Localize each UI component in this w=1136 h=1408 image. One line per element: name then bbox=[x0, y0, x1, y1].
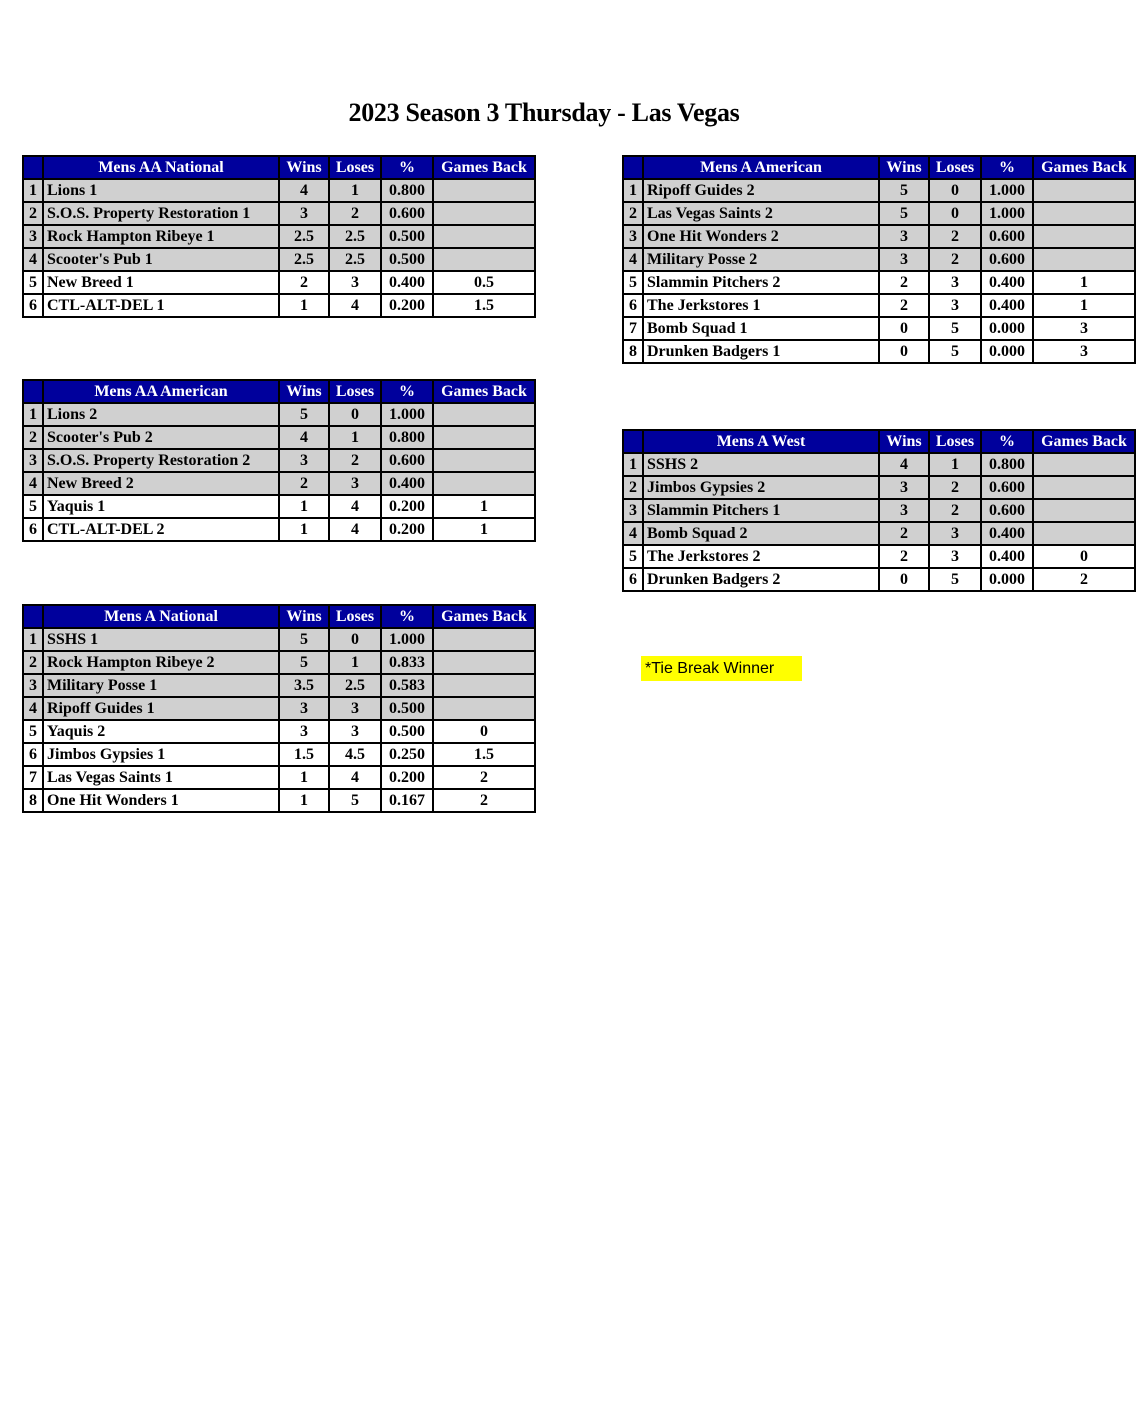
table-row bbox=[623, 340, 1135, 363]
table-row bbox=[23, 449, 535, 472]
rank-cell: 5 bbox=[23, 720, 43, 743]
pct-cell: 0.400 bbox=[981, 271, 1033, 294]
wins-header: Wins bbox=[279, 605, 329, 628]
team-name-cell: Slammin Pitchers 2 bbox=[643, 271, 879, 294]
team-name-cell: Yaquis 2 bbox=[43, 720, 279, 743]
division-title: Mens AA National bbox=[43, 156, 279, 179]
team-name-cell: Ripoff Guides 2 bbox=[643, 179, 879, 202]
games-back-header: Games Back bbox=[433, 380, 535, 403]
wins-cell: 3 bbox=[879, 499, 929, 522]
wins-cell: 2 bbox=[879, 545, 929, 568]
loses-cell: 5 bbox=[929, 340, 981, 363]
games-back-cell bbox=[433, 674, 535, 697]
wins-header: Wins bbox=[279, 380, 329, 403]
games-back-cell: 0 bbox=[1033, 545, 1135, 568]
team-name-cell: S.O.S. Property Restoration 2 bbox=[43, 449, 279, 472]
wins-header: Wins bbox=[879, 156, 929, 179]
pct-cell: 0.000 bbox=[981, 568, 1033, 591]
wins-cell: 0 bbox=[879, 317, 929, 340]
rank-cell: 1 bbox=[623, 179, 643, 202]
pct-cell: 0.600 bbox=[981, 476, 1033, 499]
team-name-cell: SSHS 2 bbox=[643, 453, 879, 476]
team-name-cell: Drunken Badgers 2 bbox=[643, 568, 879, 591]
pct-cell: 0.200 bbox=[381, 766, 433, 789]
loses-cell: 1 bbox=[329, 426, 381, 449]
loses-cell: 2 bbox=[929, 476, 981, 499]
team-name-cell: CTL-ALT-DEL 2 bbox=[43, 518, 279, 541]
rank-cell: 8 bbox=[23, 789, 43, 812]
loses-cell: 3 bbox=[929, 522, 981, 545]
team-name-cell: The Jerkstores 1 bbox=[643, 294, 879, 317]
pct-cell: 0.500 bbox=[381, 248, 433, 271]
table-row bbox=[23, 472, 535, 495]
games-back-cell: 2 bbox=[433, 789, 535, 812]
pct-cell: 0.500 bbox=[381, 697, 433, 720]
wins-cell: 4 bbox=[279, 426, 329, 449]
pct-cell: 0.200 bbox=[381, 495, 433, 518]
division-title: Mens A American bbox=[643, 156, 879, 179]
team-name-cell: Military Posse 1 bbox=[43, 674, 279, 697]
wins-cell: 3 bbox=[279, 449, 329, 472]
rank-cell: 6 bbox=[23, 743, 43, 766]
wins-cell: 2 bbox=[279, 271, 329, 294]
team-name-cell: One Hit Wonders 2 bbox=[643, 225, 879, 248]
table-header-row bbox=[23, 156, 535, 179]
games-back-cell bbox=[433, 248, 535, 271]
loses-cell: 3 bbox=[329, 271, 381, 294]
loses-cell: 0 bbox=[929, 202, 981, 225]
games-back-cell bbox=[433, 202, 535, 225]
loses-cell: 4 bbox=[329, 518, 381, 541]
table-row bbox=[623, 248, 1135, 271]
table-header-row bbox=[623, 156, 1135, 179]
wins-cell: 2 bbox=[879, 294, 929, 317]
pct-cell: 1.000 bbox=[981, 202, 1033, 225]
division-title: Mens A West bbox=[643, 430, 879, 453]
pct-header: % bbox=[981, 430, 1033, 453]
table-row bbox=[623, 453, 1135, 476]
loses-header: Loses bbox=[329, 380, 381, 403]
table-row bbox=[23, 651, 535, 674]
games-back-cell bbox=[433, 697, 535, 720]
pct-cell: 0.833 bbox=[381, 651, 433, 674]
rank-cell: 2 bbox=[623, 476, 643, 499]
standings-table-mens-aa-american bbox=[22, 379, 536, 542]
loses-cell: 3 bbox=[929, 545, 981, 568]
team-name-cell: Drunken Badgers 1 bbox=[643, 340, 879, 363]
table-row bbox=[23, 225, 535, 248]
rank-cell: 4 bbox=[23, 248, 43, 271]
rank-cell: 5 bbox=[23, 495, 43, 518]
games-back-cell bbox=[1033, 225, 1135, 248]
pct-cell: 0.400 bbox=[981, 545, 1033, 568]
rank-cell: 6 bbox=[23, 518, 43, 541]
games-back-cell: 1 bbox=[1033, 271, 1135, 294]
pct-cell: 0.600 bbox=[381, 449, 433, 472]
games-back-cell bbox=[433, 403, 535, 426]
team-name-cell: New Breed 2 bbox=[43, 472, 279, 495]
loses-cell: 3 bbox=[929, 294, 981, 317]
wins-cell: 4 bbox=[879, 453, 929, 476]
pct-cell: 0.200 bbox=[381, 518, 433, 541]
table-row bbox=[23, 179, 535, 202]
rank-cell: 5 bbox=[623, 271, 643, 294]
team-name-cell: Rock Hampton Ribeye 1 bbox=[43, 225, 279, 248]
rank-header bbox=[23, 605, 43, 628]
rank-cell: 1 bbox=[23, 179, 43, 202]
pct-cell: 0.600 bbox=[981, 225, 1033, 248]
games-back-header: Games Back bbox=[1033, 156, 1135, 179]
division-title: Mens AA American bbox=[43, 380, 279, 403]
rank-cell: 7 bbox=[623, 317, 643, 340]
wins-cell: 5 bbox=[279, 403, 329, 426]
table-row bbox=[23, 674, 535, 697]
loses-cell: 3 bbox=[329, 697, 381, 720]
wins-cell: 0 bbox=[879, 568, 929, 591]
rank-cell: 6 bbox=[623, 294, 643, 317]
table-row bbox=[623, 225, 1135, 248]
standings-table-mens-a-west bbox=[622, 429, 1136, 592]
games-back-cell bbox=[433, 651, 535, 674]
wins-header: Wins bbox=[879, 430, 929, 453]
rank-cell: 2 bbox=[623, 202, 643, 225]
table-row bbox=[623, 568, 1135, 591]
wins-cell: 5 bbox=[279, 651, 329, 674]
games-back-cell: 1 bbox=[1033, 294, 1135, 317]
pct-cell: 0.400 bbox=[381, 472, 433, 495]
pct-header: % bbox=[381, 156, 433, 179]
games-back-cell: 0 bbox=[433, 720, 535, 743]
loses-cell: 4.5 bbox=[329, 743, 381, 766]
team-name-cell: Scooter's Pub 2 bbox=[43, 426, 279, 449]
team-name-cell: Lions 1 bbox=[43, 179, 279, 202]
division-title: Mens A National bbox=[43, 605, 279, 628]
wins-cell: 3 bbox=[879, 225, 929, 248]
games-back-header: Games Back bbox=[433, 156, 535, 179]
pct-cell: 1.000 bbox=[381, 403, 433, 426]
table-row bbox=[623, 545, 1135, 568]
table-row bbox=[23, 294, 535, 317]
loses-cell: 0 bbox=[929, 179, 981, 202]
loses-cell: 3 bbox=[329, 720, 381, 743]
loses-cell: 0 bbox=[329, 628, 381, 651]
rank-cell: 5 bbox=[23, 271, 43, 294]
games-back-cell: 1.5 bbox=[433, 294, 535, 317]
table-header-row bbox=[623, 430, 1135, 453]
rank-header bbox=[23, 380, 43, 403]
games-back-cell: 0.5 bbox=[433, 271, 535, 294]
table-header-row bbox=[23, 380, 535, 403]
pct-cell: 0.800 bbox=[381, 179, 433, 202]
games-back-cell: 1 bbox=[433, 518, 535, 541]
team-name-cell: One Hit Wonders 1 bbox=[43, 789, 279, 812]
table-row bbox=[23, 426, 535, 449]
wins-cell: 1.5 bbox=[279, 743, 329, 766]
rank-cell: 4 bbox=[23, 472, 43, 495]
team-name-cell: Jimbos Gypsies 1 bbox=[43, 743, 279, 766]
pct-cell: 0.400 bbox=[981, 294, 1033, 317]
table-row bbox=[23, 766, 535, 789]
table-row bbox=[23, 789, 535, 812]
rank-cell: 4 bbox=[623, 248, 643, 271]
wins-cell: 1 bbox=[279, 495, 329, 518]
loses-header: Loses bbox=[929, 430, 981, 453]
rank-cell: 6 bbox=[623, 568, 643, 591]
wins-cell: 2 bbox=[279, 472, 329, 495]
loses-cell: 4 bbox=[329, 766, 381, 789]
games-back-cell bbox=[433, 449, 535, 472]
table-row bbox=[623, 294, 1135, 317]
wins-cell: 1 bbox=[279, 789, 329, 812]
loses-cell: 2.5 bbox=[329, 225, 381, 248]
rank-cell: 7 bbox=[23, 766, 43, 789]
pct-cell: 0.600 bbox=[981, 499, 1033, 522]
games-back-cell bbox=[1033, 476, 1135, 499]
loses-header: Loses bbox=[329, 156, 381, 179]
loses-cell: 1 bbox=[929, 453, 981, 476]
wins-cell: 1 bbox=[279, 766, 329, 789]
loses-cell: 2.5 bbox=[329, 674, 381, 697]
pct-cell: 0.400 bbox=[381, 271, 433, 294]
table-row bbox=[23, 248, 535, 271]
wins-header: Wins bbox=[279, 156, 329, 179]
pct-cell: 0.000 bbox=[981, 340, 1033, 363]
pct-cell: 0.250 bbox=[381, 743, 433, 766]
games-back-header: Games Back bbox=[433, 605, 535, 628]
table-row bbox=[623, 476, 1135, 499]
rank-header bbox=[623, 156, 643, 179]
table-row bbox=[623, 317, 1135, 340]
team-name-cell: S.O.S. Property Restoration 1 bbox=[43, 202, 279, 225]
pct-cell: 0.000 bbox=[981, 317, 1033, 340]
rank-cell: 2 bbox=[23, 426, 43, 449]
table-row bbox=[23, 495, 535, 518]
pct-cell: 0.500 bbox=[381, 720, 433, 743]
wins-cell: 3.5 bbox=[279, 674, 329, 697]
team-name-cell: Ripoff Guides 1 bbox=[43, 697, 279, 720]
table-header-row bbox=[23, 605, 535, 628]
loses-cell: 2.5 bbox=[329, 248, 381, 271]
rank-cell: 6 bbox=[23, 294, 43, 317]
team-name-cell: CTL-ALT-DEL 1 bbox=[43, 294, 279, 317]
table-row bbox=[23, 628, 535, 651]
games-back-cell: 1 bbox=[433, 495, 535, 518]
loses-cell: 1 bbox=[329, 179, 381, 202]
table-row bbox=[623, 179, 1135, 202]
games-back-cell: 2 bbox=[1033, 568, 1135, 591]
games-back-cell bbox=[433, 426, 535, 449]
loses-cell: 2 bbox=[329, 449, 381, 472]
rank-header bbox=[23, 156, 43, 179]
loses-header: Loses bbox=[329, 605, 381, 628]
wins-cell: 0 bbox=[879, 340, 929, 363]
loses-cell: 2 bbox=[929, 499, 981, 522]
games-back-cell bbox=[433, 628, 535, 651]
loses-cell: 3 bbox=[929, 271, 981, 294]
games-back-cell bbox=[433, 225, 535, 248]
games-back-cell: 1.5 bbox=[433, 743, 535, 766]
games-back-cell bbox=[433, 472, 535, 495]
loses-header: Loses bbox=[929, 156, 981, 179]
tie-break-legend: *Tie Break Winner bbox=[641, 656, 802, 681]
table-row bbox=[623, 202, 1135, 225]
wins-cell: 2.5 bbox=[279, 248, 329, 271]
table-row bbox=[23, 720, 535, 743]
pct-cell: 0.500 bbox=[381, 225, 433, 248]
team-name-cell: Las Vegas Saints 1 bbox=[43, 766, 279, 789]
rank-cell: 3 bbox=[623, 499, 643, 522]
wins-cell: 5 bbox=[879, 202, 929, 225]
loses-cell: 4 bbox=[329, 495, 381, 518]
wins-cell: 1 bbox=[279, 518, 329, 541]
loses-cell: 1 bbox=[329, 651, 381, 674]
pct-cell: 0.800 bbox=[381, 426, 433, 449]
team-name-cell: Jimbos Gypsies 2 bbox=[643, 476, 879, 499]
rank-cell: 2 bbox=[23, 651, 43, 674]
team-name-cell: Military Posse 2 bbox=[643, 248, 879, 271]
games-back-cell: 3 bbox=[1033, 317, 1135, 340]
rank-cell: 8 bbox=[623, 340, 643, 363]
team-name-cell: Scooter's Pub 1 bbox=[43, 248, 279, 271]
rank-cell: 1 bbox=[623, 453, 643, 476]
wins-cell: 3 bbox=[279, 202, 329, 225]
team-name-cell: Bomb Squad 1 bbox=[643, 317, 879, 340]
pct-header: % bbox=[981, 156, 1033, 179]
loses-cell: 5 bbox=[929, 317, 981, 340]
pct-cell: 0.600 bbox=[981, 248, 1033, 271]
wins-cell: 2 bbox=[879, 522, 929, 545]
rank-cell: 3 bbox=[623, 225, 643, 248]
wins-cell: 4 bbox=[279, 179, 329, 202]
wins-cell: 3 bbox=[279, 697, 329, 720]
games-back-cell bbox=[1033, 179, 1135, 202]
team-name-cell: Bomb Squad 2 bbox=[643, 522, 879, 545]
wins-cell: 3 bbox=[279, 720, 329, 743]
pct-cell: 1.000 bbox=[981, 179, 1033, 202]
games-back-cell bbox=[1033, 522, 1135, 545]
table-row bbox=[623, 499, 1135, 522]
pct-cell: 0.200 bbox=[381, 294, 433, 317]
games-back-cell bbox=[1033, 453, 1135, 476]
pct-cell: 0.167 bbox=[381, 789, 433, 812]
rank-cell: 4 bbox=[23, 697, 43, 720]
rank-header bbox=[623, 430, 643, 453]
wins-cell: 2.5 bbox=[279, 225, 329, 248]
pct-cell: 0.583 bbox=[381, 674, 433, 697]
loses-cell: 2 bbox=[929, 225, 981, 248]
wins-cell: 3 bbox=[879, 476, 929, 499]
wins-cell: 5 bbox=[279, 628, 329, 651]
wins-cell: 5 bbox=[879, 179, 929, 202]
games-back-cell bbox=[433, 179, 535, 202]
table-row bbox=[23, 271, 535, 294]
pct-header: % bbox=[381, 605, 433, 628]
table-row bbox=[623, 271, 1135, 294]
table-row bbox=[23, 518, 535, 541]
standings-table-mens-a-national bbox=[22, 604, 536, 813]
wins-cell: 3 bbox=[879, 248, 929, 271]
pct-cell: 0.600 bbox=[381, 202, 433, 225]
loses-cell: 4 bbox=[329, 294, 381, 317]
table-row bbox=[623, 522, 1135, 545]
rank-cell: 3 bbox=[23, 225, 43, 248]
team-name-cell: Slammin Pitchers 1 bbox=[643, 499, 879, 522]
wins-cell: 1 bbox=[279, 294, 329, 317]
team-name-cell: New Breed 1 bbox=[43, 271, 279, 294]
games-back-header: Games Back bbox=[1033, 430, 1135, 453]
table-row bbox=[23, 743, 535, 766]
team-name-cell: Rock Hampton Ribeye 2 bbox=[43, 651, 279, 674]
table-row bbox=[23, 697, 535, 720]
games-back-cell: 2 bbox=[433, 766, 535, 789]
team-name-cell: Lions 2 bbox=[43, 403, 279, 426]
games-back-cell bbox=[1033, 248, 1135, 271]
pct-cell: 0.400 bbox=[981, 522, 1033, 545]
loses-cell: 5 bbox=[929, 568, 981, 591]
rank-cell: 3 bbox=[23, 674, 43, 697]
table-row bbox=[23, 403, 535, 426]
rank-cell: 4 bbox=[623, 522, 643, 545]
team-name-cell: The Jerkstores 2 bbox=[643, 545, 879, 568]
pct-header: % bbox=[381, 380, 433, 403]
loses-cell: 5 bbox=[329, 789, 381, 812]
rank-cell: 3 bbox=[23, 449, 43, 472]
games-back-cell: 3 bbox=[1033, 340, 1135, 363]
rank-cell: 2 bbox=[23, 202, 43, 225]
rank-cell: 5 bbox=[623, 545, 643, 568]
loses-cell: 3 bbox=[329, 472, 381, 495]
wins-cell: 2 bbox=[879, 271, 929, 294]
team-name-cell: Las Vegas Saints 2 bbox=[643, 202, 879, 225]
pct-cell: 1.000 bbox=[381, 628, 433, 651]
team-name-cell: SSHS 1 bbox=[43, 628, 279, 651]
games-back-cell bbox=[1033, 202, 1135, 225]
page-title: 2023 Season 3 Thursday - Las Vegas bbox=[348, 98, 740, 127]
rank-cell: 1 bbox=[23, 628, 43, 651]
pct-cell: 0.800 bbox=[981, 453, 1033, 476]
loses-cell: 2 bbox=[929, 248, 981, 271]
games-back-cell bbox=[1033, 499, 1135, 522]
table-row bbox=[23, 202, 535, 225]
standings-table-mens-a-american bbox=[622, 155, 1136, 364]
standings-table-mens-aa-national bbox=[22, 155, 536, 318]
loses-cell: 2 bbox=[329, 202, 381, 225]
team-name-cell: Yaquis 1 bbox=[43, 495, 279, 518]
loses-cell: 0 bbox=[329, 403, 381, 426]
rank-cell: 1 bbox=[23, 403, 43, 426]
